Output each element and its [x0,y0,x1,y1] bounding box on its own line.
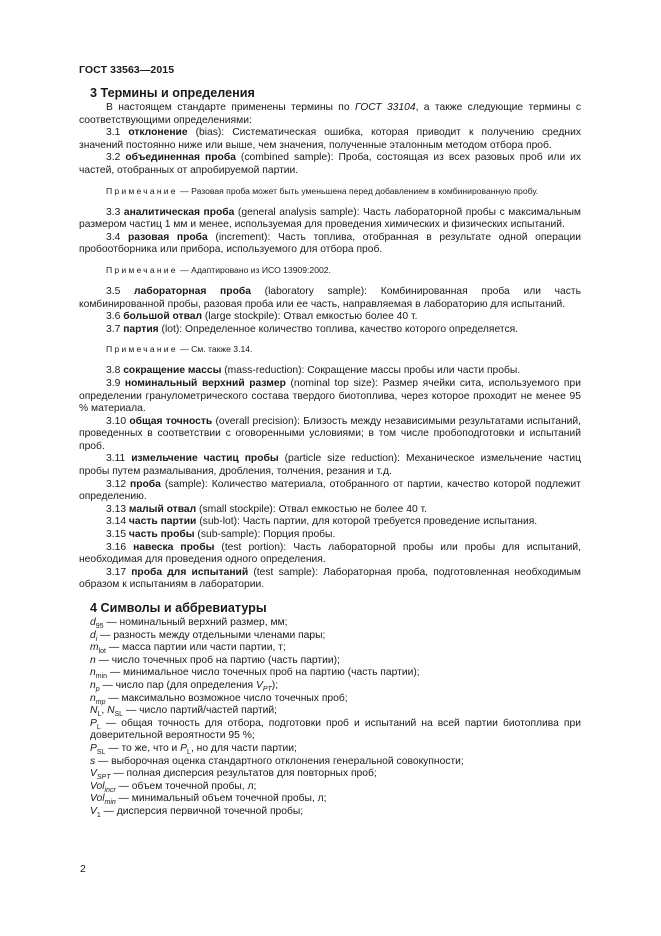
symbol-item: $n_p$ — число пар (для определения $V_{PT}$); [90,679,279,694]
term-3-9: 3.9 номинальный верхний размер (nominal top size): Размер ячейки сита, используемого при определении гранулометрического состава твердого биотоплива, через которое проходит не менее 95 % материала. [79,377,581,415]
note-3: Примечание — См. также 3.14. [106,344,253,355]
term-3-15: 3.15 часть пробы (sub-sample): Порция пробы. [106,529,336,541]
symbol-item: $P_L$ — общая точность для отбора, подготовки проб и испытаний на всей партии биотоплива при доверительной вероятности 95 %; [90,717,581,742]
symbol-item: $n_{min}$ — минимальное число точечных проб на партию (часть партии); [90,667,420,681]
symbol-item: $m_{lot}$ — масса партии или части партии, т; [90,642,286,656]
term-3-13: 3.13 малый отвал (small stockpile): Отвал емкостью не более 40 т. [106,503,427,515]
term-3-14: 3.14 часть партии (sub-lot): Часть партии, для которой требуется проведение испытания. [106,516,538,528]
term-3-17: 3.17 проба для испытаний (test sample): Лабораторная проба, подготовленная необходимым образом к испытаниям в лаборатории. [79,566,581,591]
term-3-5: 3.5 лабораторная проба (laboratory sample): Комбинированная проба или часть комбинированной пробы, разовая проба или ее часть, направляемая в лабораторию для испытаний. [79,285,581,310]
symbol-item: Vol$_{incr}$ — объем точечной пробы, л; [90,780,257,794]
note-2: Примечание — Адаптировано из ИСО 13909:2002. [106,264,331,275]
term-3-16: 3.16 навеска пробы (test portion): Часть лабораторной пробы или пробы для испытаний, необходимая для проведения одного определения. [79,541,581,566]
term-3-6: 3.6 большой отвал (large stockpile): Отвал емкостью более 40 т. [106,311,418,323]
term-3-8: 3.8 сокращение массы (mass-reduction): Сокращение массы пробы или части пробы. [106,365,521,377]
term-3-7: 3.7 партия (lot): Определенное количество топлива, качество которого определяется. [106,323,519,335]
term-3-11: 3.11 измельчение частиц пробы (particle size reduction): Механическое измельчение частиц пробы путем размалывания, дробления, толчения, резания и т.д. [79,453,582,478]
symbol-item: $V_{SPT}$ — полная дисперсия результатов для повторных проб; [90,768,377,782]
symbol-item: $d_i$ — разность между отдельными членами пары; [90,629,326,643]
document-id: ГОСТ 33563—2015 [79,64,175,76]
standard-reference: ГОСТ 33104 [354,102,416,113]
symbol-item: n — число точечных проб на партию (часть партии); [90,654,340,666]
page-content [79,86,581,819]
term-3-4: 3.4 разовая проба (increment): Часть топлива, отобранная в результате одной операции пробоотборника или прибора, используемого для отбора проб. [79,231,581,256]
section-4-title: 4 Символы и аббревиатуры [90,601,267,615]
term-3-10: 3.10 общая точность (overall precision): Близость между независимыми результатами испытаний, проведенных в соответствии с оговоренными условиями; в том числе пробоподготовки и испытаний проб. [79,415,582,452]
term-3-2: 3.2 объединенная проба (combined sample): Проба, состоящая из всех разовых проб или их частей, отобранных от апробируемой партии. [79,152,581,176]
symbol-item: Vol$_{min}$ — минимальный объем точечной пробы, л; [90,793,327,807]
symbol-item: $V_1$ — дисперсия первичной точечной пробы; [90,805,304,819]
term-3-1: 3.1 отклонение (bias): Систематическая ошибка, которая приводит к получению средних значений постоянно ниже или выше, чем значения, полученные эталонным методом отбора проб. [79,127,581,151]
symbol-item: $P_{SL}$ — то же, что и $P_L$, но для части партии; [90,742,297,756]
symbol-item: s — выборочная оценка стандартного отклонения генеральной совокупности; [90,755,464,767]
section-3-intro: В настоящем стандарте применены термины по ГОСТ 33104, а также следующие термины с соответствующими определениями: [79,102,581,126]
term-3-3: 3.3 аналитическая проба (general analysis sample): Часть лабораторной пробы с максимальным размером частиц 1 мм и менее, используемая для проведения химических и физических испытаний. [79,206,581,231]
term-3-12: 3.12 проба (sample): Количество материала, отобранного от партии, качество которой подлежит определению. [79,478,581,503]
note-1: Примечание — Разовая проба может быть уменьшена перед добавлением в комбинированную пробу. [106,185,539,196]
page-number: 2 [80,863,86,875]
symbol-item: $n_{mp}$ — максимально возможное число точечных проб; [90,692,348,706]
section-3-title: 3 Термины и определения [90,86,255,100]
symbol-item: $N_L$, $N_{SL}$ — число партий/частей партий; [90,705,278,719]
symbol-item: $d_{95}$ — номинальный верхний размер, мм; [90,617,288,631]
